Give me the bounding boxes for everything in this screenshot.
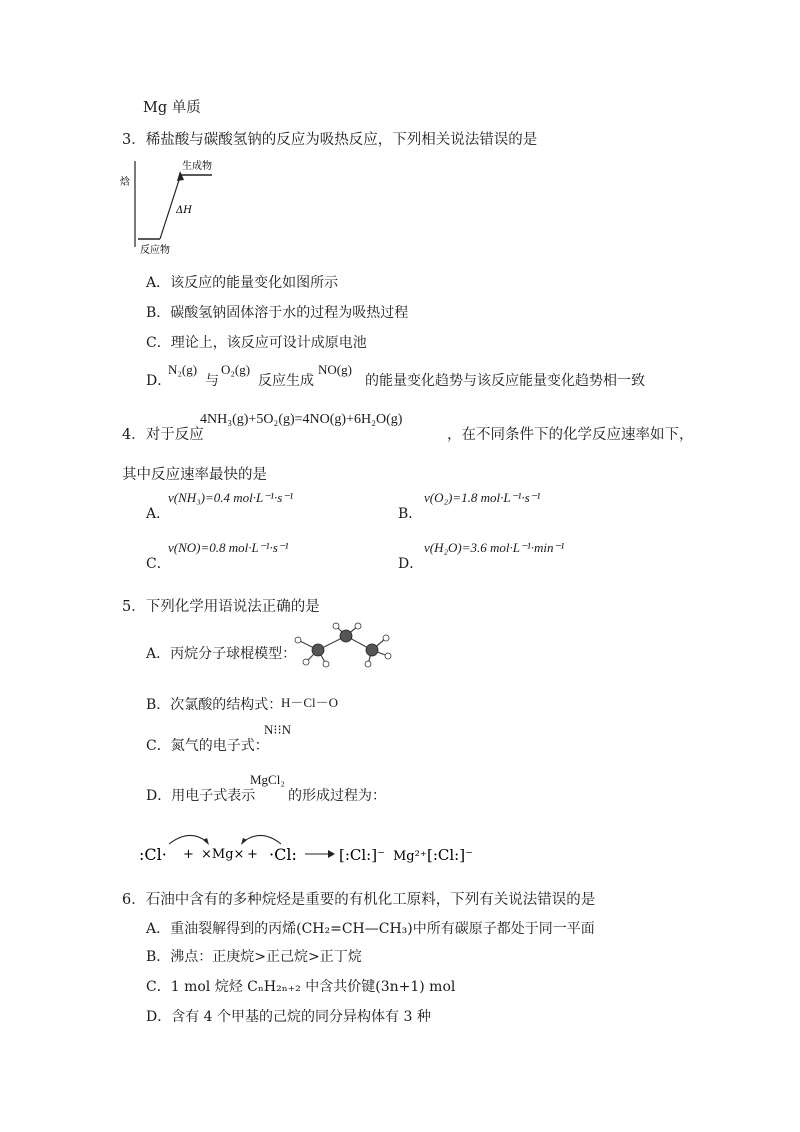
- q4-option-c-label: C．: [146, 556, 171, 572]
- q4-option-b-label: B．: [398, 506, 423, 522]
- enthalpy-diagram: [120, 155, 230, 257]
- q3-d-with: 与: [205, 373, 219, 389]
- q3-option-d-label: D．: [146, 373, 172, 389]
- q5-option-b: B．次氯酸的结构式：: [146, 697, 283, 713]
- chloride-ion-left: [:Cl:]⁻: [339, 846, 386, 864]
- q3-d-react: 反应生成: [258, 373, 314, 389]
- q6-option-a: A．重油裂解得到的丙烯(CH₂=CH—CH₃)中所有碳原子都处于同一平面: [146, 921, 595, 937]
- q3-d-suffix: 的能量变化趋势与该反应能量变化趋势相一致: [365, 373, 645, 389]
- question-5-stem: 5．下列化学用语说法正确的是: [122, 599, 320, 615]
- q3-option-c: C．理论上，该反应可设计成原电池: [146, 335, 367, 351]
- cl-atom-left: :Cl·: [139, 845, 167, 864]
- q5-option-c-formula: N⁝⁝N: [264, 722, 292, 737]
- q3-d-no: NO(g): [318, 362, 352, 377]
- delta-h-label: ΔH: [176, 205, 192, 216]
- cl-atom-right: ·Cl:: [269, 845, 297, 864]
- q4-option-d-formula: v(H₂O)=3.6 mol·L⁻¹·min⁻¹: [424, 540, 565, 555]
- q3-option-b: B．碳酸氢钠固体溶于水的过程为吸热过程: [146, 305, 409, 321]
- propane-ball-stick-model: [288, 620, 396, 670]
- mgcl2-formation-electron-equation: [135, 828, 495, 876]
- chloride-ion-right: [:Cl:]⁻: [427, 846, 474, 864]
- question-4-stem-line2: 其中反应速率最快的是: [122, 467, 267, 483]
- reactant-label: 反应物: [140, 245, 170, 256]
- q3-d-n2: N₂(g): [168, 362, 198, 377]
- question-6-stem: 6．石油中含有的多种烷烃是重要的有机化工原料，下列有关说法错误的是: [122, 892, 596, 908]
- q6-option-c: C．1 mol 烷烃 CₙH₂ₙ₊₂ 中含共价键(3n+1) mol: [146, 979, 456, 995]
- q4-option-c-formula: v(NO)=0.8 mol·L⁻¹·s⁻¹: [168, 540, 289, 555]
- continued-text: Mg 单质: [143, 100, 201, 116]
- magnesium-ion: Mg²⁺: [393, 849, 427, 864]
- q6-option-b: B．沸点：正庚烷>正己烷>正丁烷: [146, 949, 362, 965]
- plus-sign-1: +: [183, 847, 194, 862]
- q5-option-c: C．氮气的电子式：: [146, 738, 269, 754]
- question-4-stem-suffix: ，在不同条件下的化学反应速率如下，: [447, 427, 694, 443]
- q4-option-a-formula: v(NH₃)=0.4 mol·L⁻¹·s⁻¹: [168, 490, 294, 505]
- q4-option-b-formula: v(O₂)=1.8 mol·L⁻¹·s⁻¹: [424, 490, 541, 505]
- mg-atom: ×Mg×: [201, 847, 245, 862]
- question-3-stem: 3．稀盐酸与碳酸氢钠的反应为吸热反应，下列相关说法错误的是: [122, 132, 538, 148]
- question-4-stem-prefix: 4．对于反应: [122, 427, 204, 443]
- q5-option-d-formula: MgCl₂: [250, 772, 285, 787]
- q3-option-a: A．该反应的能量变化如图所示: [146, 275, 339, 291]
- enthalpy-axis-label: 焓: [120, 177, 130, 188]
- q4-option-d-label: D．: [398, 556, 424, 572]
- q5-option-d-suffix: 的形成过程为：: [288, 788, 386, 804]
- q4-option-a-label: A．: [146, 506, 171, 522]
- q6-option-d: D．含有 4 个甲基的己烷的同分异构体有 3 种: [146, 1009, 431, 1025]
- q4-equation: 4NH₃(g)+5O₂(g)=4NO(g)+6H₂O(g): [200, 412, 403, 427]
- q3-d-o2: O₂(g): [221, 362, 251, 377]
- product-label: 生成物: [182, 161, 212, 172]
- plus-sign-2: +: [247, 847, 258, 862]
- q5-option-d-prefix: D．用电子式表示: [146, 788, 256, 804]
- q5-option-a: A．丙烷分子球棍模型：: [146, 646, 297, 662]
- q5-option-b-formula: H－Cl－O: [281, 695, 339, 710]
